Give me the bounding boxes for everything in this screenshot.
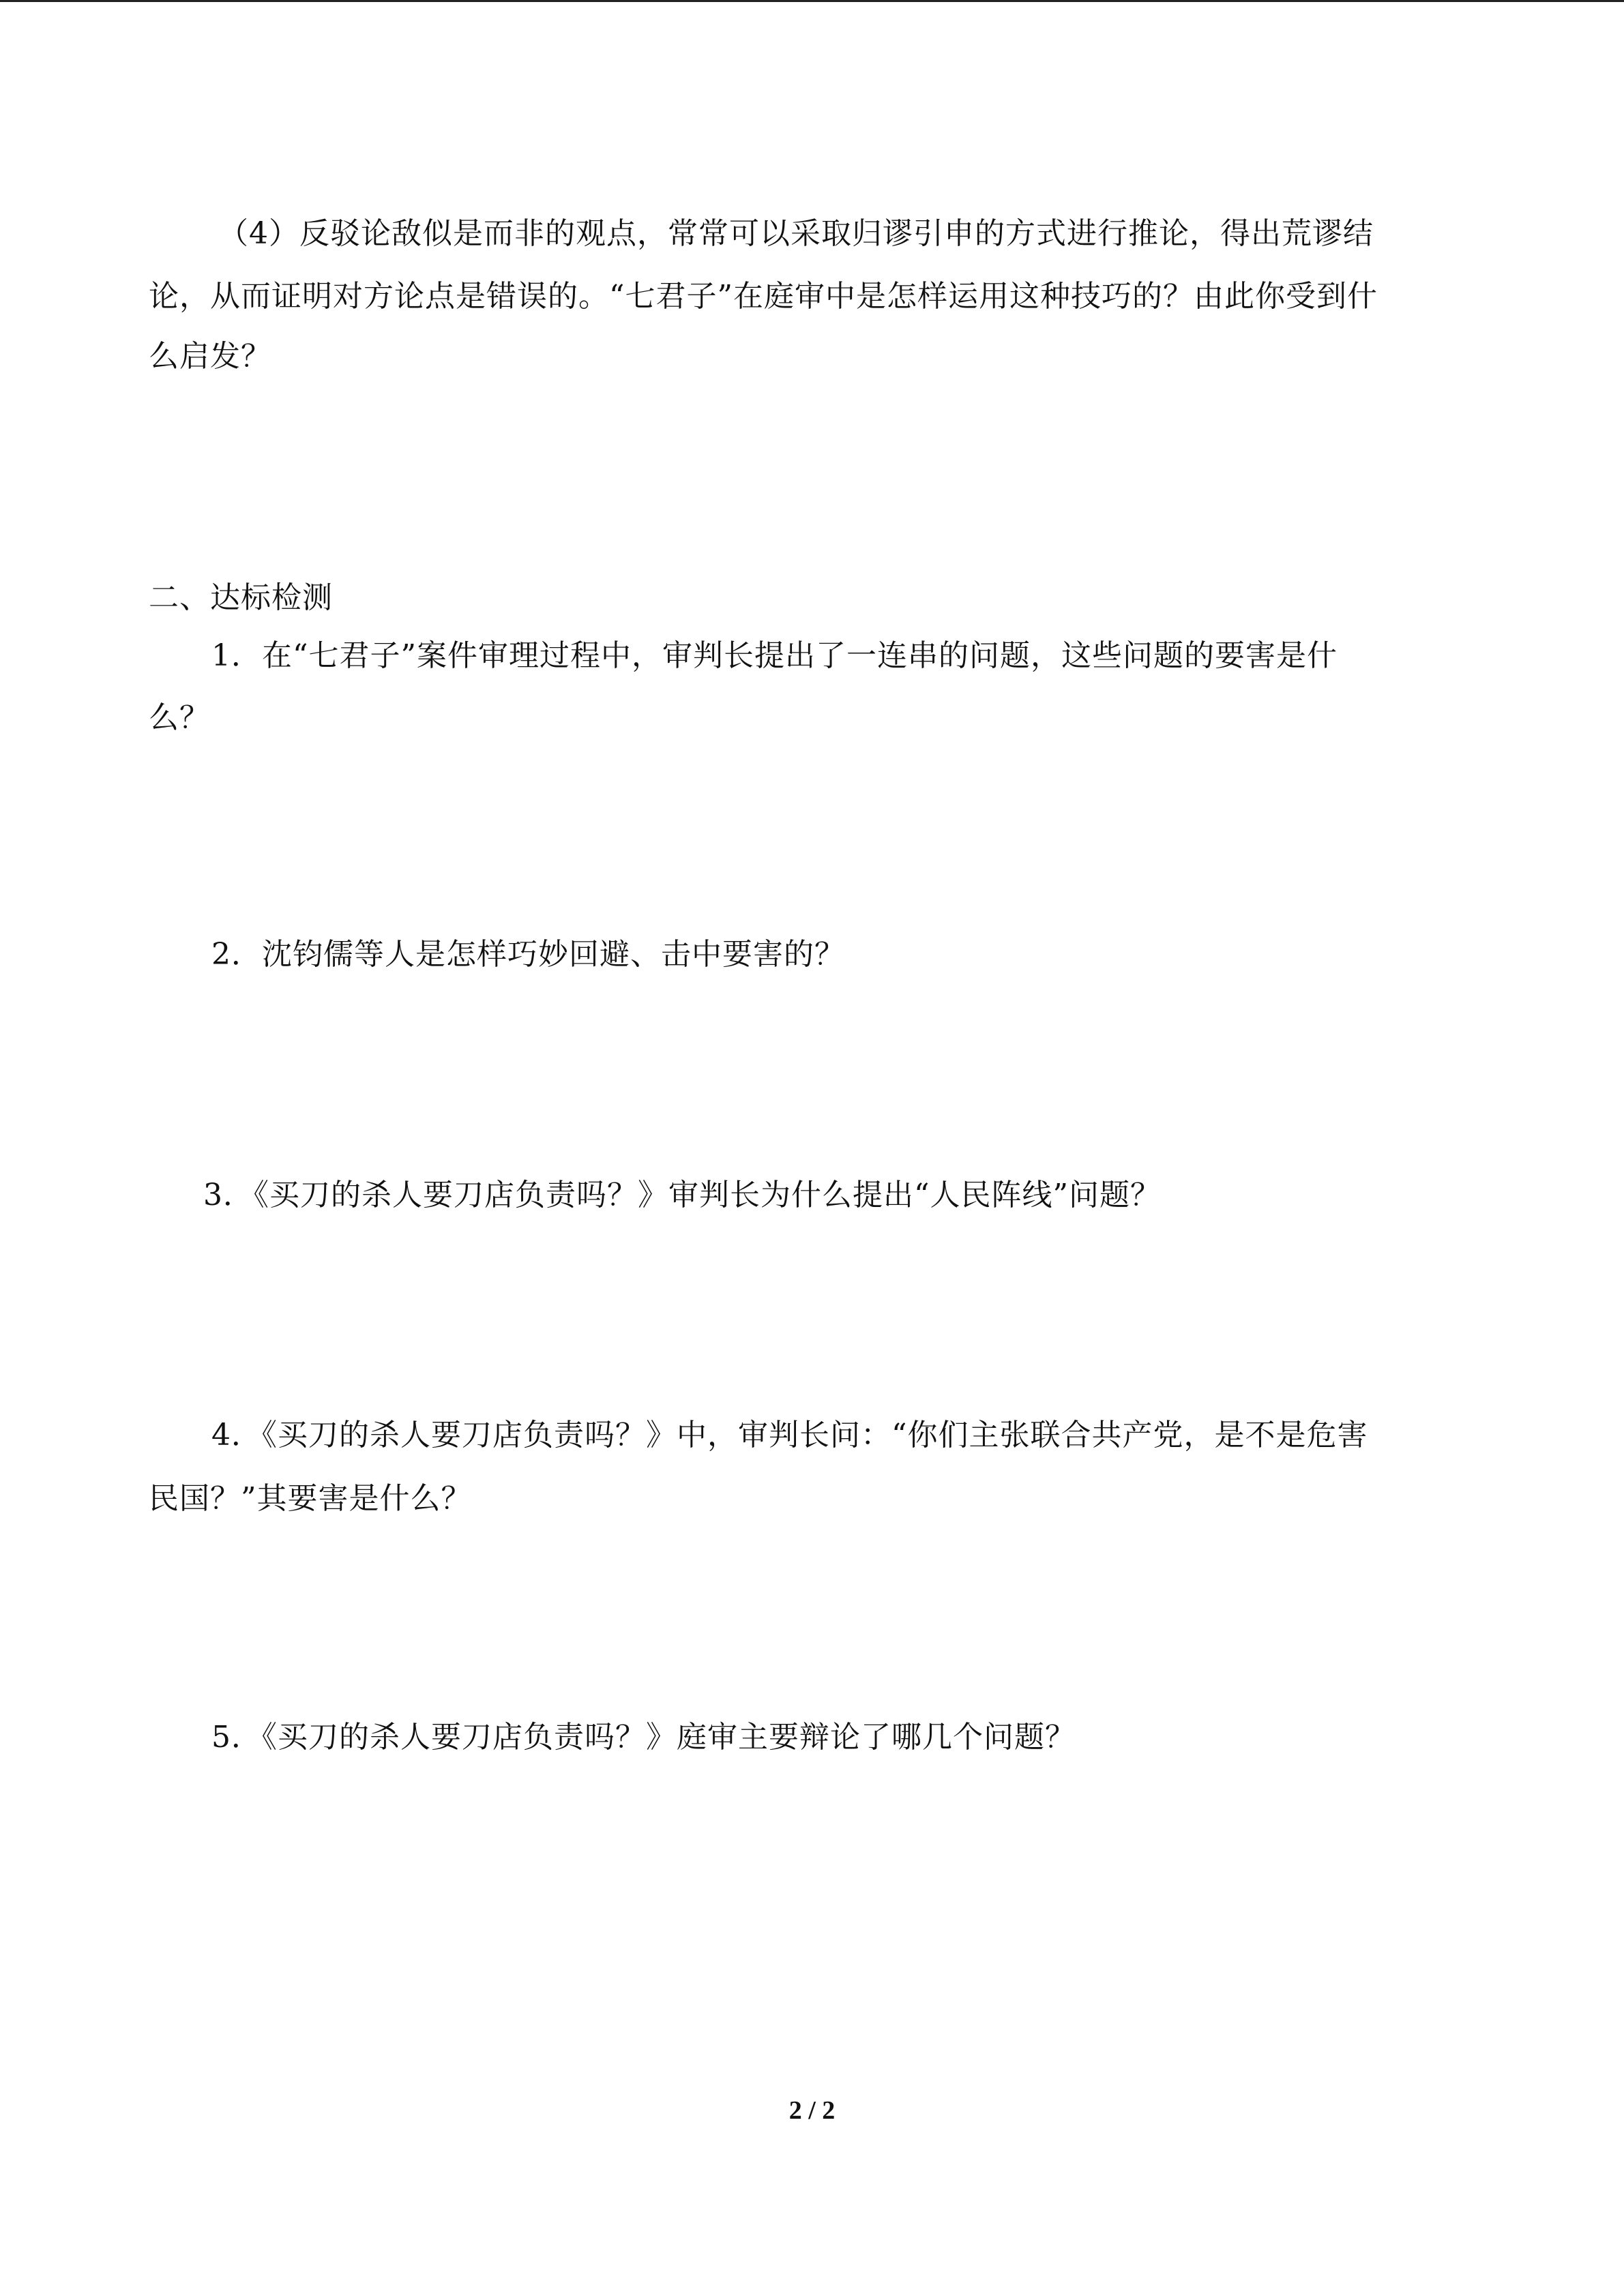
item-3: 3．《买刀的杀人要刀店负责吗？》审判长为什么提出“人民阵线”问题？ — [203, 1178, 1161, 1212]
question-4-line-3: 么启发？ — [149, 339, 271, 374]
page-number: 2 / 2 — [788, 2096, 836, 2125]
question-4-line-1: （4）反驳论敌似是而非的观点，常常可以采取归谬引申的方式进行推论，得出荒谬结 — [218, 216, 1374, 251]
item-1-line-1: 1．在“七君子”案件审理过程中，审判长提出了一连串的问题，这些问题的要害是什 — [211, 638, 1338, 673]
section-heading: 二、达标检测 — [149, 580, 333, 615]
item-5: 5．《买刀的杀人要刀店负责吗？》庭审主要辩论了哪几个问题？ — [211, 1720, 1076, 1755]
item-1-line-2: 么？ — [149, 700, 210, 735]
item-4-line-1: 4．《买刀的杀人要刀店负责吗？》中，审判长问：“你们主张联合共产党，是不是危害 — [211, 1418, 1368, 1452]
item-4-line-2: 民国？”其要害是什么？ — [149, 1481, 472, 1516]
item-2: 2．沈钧儒等人是怎样巧妙回避、击中要害的？ — [211, 937, 845, 972]
question-4-line-2: 论，从而证明对方论点是错误的。“七君子”在庭审中是怎样运用这种技巧的？由此你受到什 — [149, 279, 1378, 314]
